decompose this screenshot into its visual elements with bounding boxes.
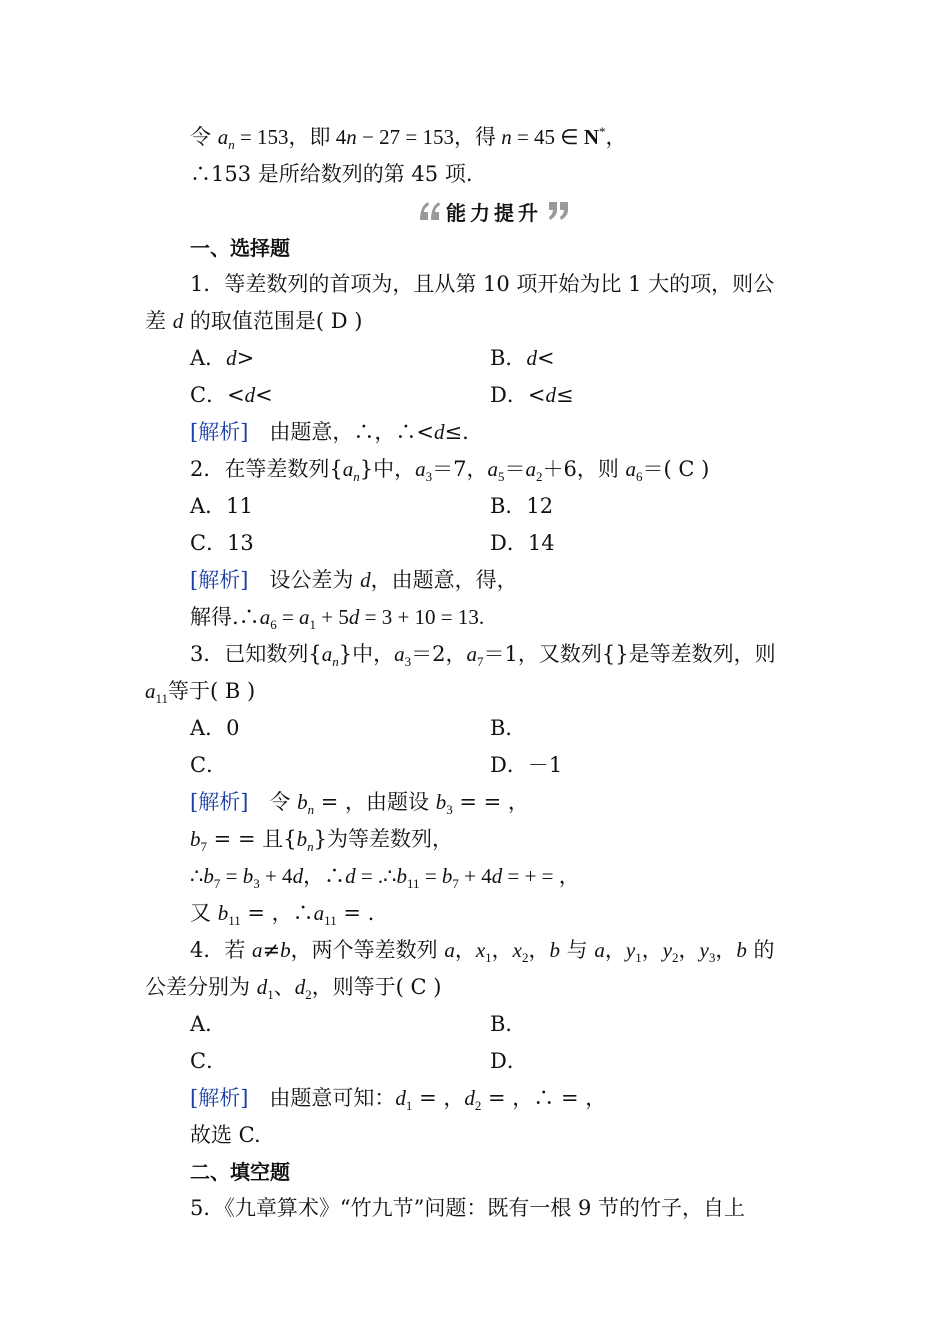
- solution-line-1: 令 $a_n = 153$，即 4n − 27 = 153，得 n = 45 ∈ N*，: [190, 124, 627, 153]
- q1-text-line1: 1．等差数列的首项为，且从第 10 项开始为比 1 大的项，则公: [190, 272, 775, 296]
- q2-option-d: D．14: [490, 531, 555, 555]
- q2-text: 2．在等差数列$\{a_n\}$中，$a_3=7$，$a_5=a_2+6$，则 $a_6=$( C ): [190, 457, 710, 485]
- analysis-tag: [解析]: [190, 420, 249, 444]
- banner-title: 能力提升: [446, 200, 542, 225]
- q3-option-d: D．－1: [490, 753, 563, 777]
- q2-option-c: C．13: [190, 531, 254, 555]
- q3-option-c: C．: [190, 753, 228, 777]
- section-heading-choice: 一、选择题: [190, 236, 290, 260]
- q5-text: 5．《九章算术》“竹九节”问题：既有一根 9 节的竹子，自上: [190, 1196, 746, 1220]
- q1-option-c: C．<d<: [190, 383, 273, 407]
- right-quote-icon: [546, 200, 570, 222]
- q3-analysis-line2: $b_7$ = = 且$\{b_n\}$为等差数列，: [190, 827, 453, 855]
- q4-text-line1: 4．若 a≠b，两个等差数列 a，$x_1$，$x_2$，b 与 a，$y_1$，$y_2$，$y_3$，b 的: [190, 938, 775, 966]
- q1-option-b: B．d<: [490, 346, 555, 370]
- q2-analysis: [解析] 设公差为 d，由题意，得，: [190, 568, 518, 592]
- q4-option-a: A．: [190, 1012, 227, 1036]
- q2-analysis-line2: 解得$.\therefore a_6 = a_1 + 5d = 3 + 10 = 13$.: [190, 605, 485, 633]
- q2-option-a: A．11: [190, 494, 253, 518]
- q2-option-b: B．12: [490, 494, 554, 518]
- q1-option-a: A．d>: [190, 346, 255, 370]
- q3-option-b: B．: [490, 716, 527, 740]
- q1-text-line2: 差 d 的取值范围是( D ): [145, 309, 363, 333]
- q1-option-d: D．<d≤: [490, 383, 574, 407]
- q4-option-b: B．: [490, 1012, 527, 1036]
- analysis-tag: [解析]: [190, 1086, 249, 1110]
- q1-analysis: [解析] 由题意，∴，∴<d≤.: [190, 420, 469, 444]
- q4-option-c: C．: [190, 1049, 228, 1073]
- q3-analysis-line3: $\therefore b_7 = b_3 + 4d$，∴d = $.\therefore b_{11} = b_7 + 4d$ = + = ，: [190, 864, 580, 892]
- analysis-tag: [解析]: [190, 790, 249, 814]
- q4-analysis: [解析] 由题意可知：$d_1$ = ，$d_2$ = ，∴ = ，: [190, 1086, 607, 1114]
- q3-analysis-line4: 又 $b_{11}$ = ，$\therefore a_{11}$ = .: [190, 901, 375, 929]
- q4-analysis-line2: 故选 C.: [190, 1123, 261, 1147]
- q3-text-line2: $a_{11}$等于( B ): [145, 679, 256, 707]
- q4-text-line2: 公差分别为 $d_1$、$d_2$，则等于( C ): [145, 975, 442, 1003]
- q3-text-line1: 3．已知数列$\{a_n\}$中，$a_3=2$，$a_7=1$，又数列{}是等差数列，则: [190, 642, 776, 670]
- section-banner: [418, 196, 570, 226]
- section-heading-fill: 二、填空题: [190, 1160, 290, 1184]
- q3-option-a: A．0: [190, 716, 240, 740]
- q4-option-d: D．: [490, 1049, 528, 1073]
- q3-analysis: [解析] 令 $b_n$ = ，由题设 $b_3$ = = ，: [190, 790, 529, 818]
- solution-line-2: ∴153 是所给数列的第 45 项.: [190, 162, 473, 186]
- left-quote-icon: [418, 200, 442, 222]
- analysis-tag: [解析]: [190, 568, 249, 592]
